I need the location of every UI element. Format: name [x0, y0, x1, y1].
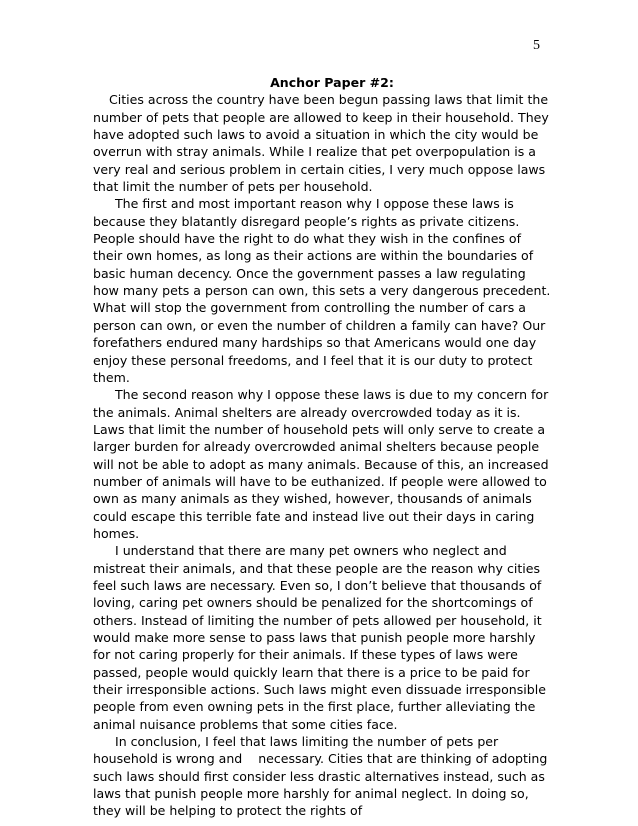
- essay-body: [93, 74, 553, 820]
- paragraph-3: The second reason why I oppose these laws is due to my concern for the animals. Animal shelters are already overcrowded today as it is. Laws that limit the number of household pets will only serve to create a larger burden for already overcrowded animal shelters because people will not be able to adopt as many animals. Because of this, an increased number of animals will have to be euthanized. If people were allowed to own as many animals as they wished, however, thousands of animals could escape this terrible fate and instead live out their days in caring homes.: [93, 387, 549, 541]
- page-number: 5: [533, 38, 540, 53]
- paragraph-2: The first and most important reason why I oppose these laws is because they blatantly disregard people’s rights as private citizens. People should have the right to do what they wish in the confines of their own homes, as long as their actions are within the boundaries of basic human decency. Once the government passes a law regulating how many pets a person can own, this sets a very dangerous precedent. What will stop the government from controlling the number of cars a person can own, or even the number of children a family can have? Our forefathers endured many hardships so that Americans would one day enjoy these personal freedoms, and I feel that it is our duty to protect them.: [93, 196, 551, 385]
- essay-title: Anchor Paper #2:: [270, 75, 394, 90]
- paragraph-4: I understand that there are many pet owners who neglect and mistreat their animals, and that these people are the reason why cities feel such laws are necessary. Even so, I don’t believe that thousands of loving, caring pet owners should be penalized for the shortcomings of others. Instead of limiting the number of pets allowed per household, it would make more sense to pass laws that punish people more harshly for not caring properly for their animals. If these types of laws were passed, people would quickly learn that there is a price to be paid for their irresponsible actions. Such laws might even dissuade irresponsible people from even owning pets in the first place, further alleviating the animal nuisance problems that some cities face.: [93, 543, 546, 732]
- paragraph-5: In conclusion, I feel that laws limiting the number of pets per household is wrong and necessary. Cities that are thinking of adopting such laws should first consider less drastic alternatives instead, such as laws that punish people more harshly for animal neglect. In doing so, they will be helping to protect the rights of: [93, 734, 552, 819]
- paragraph-1: Cities across the country have been begun passing laws that limit the number of pets that people are allowed to keep in their household. They have adopted such laws to avoid a situation in which the city would be overrun with stray animals. While I realize that pet overpopulation is a very real and serious problem in certain cities, I very much oppose laws that limit the number of pets per household.: [93, 92, 549, 195]
